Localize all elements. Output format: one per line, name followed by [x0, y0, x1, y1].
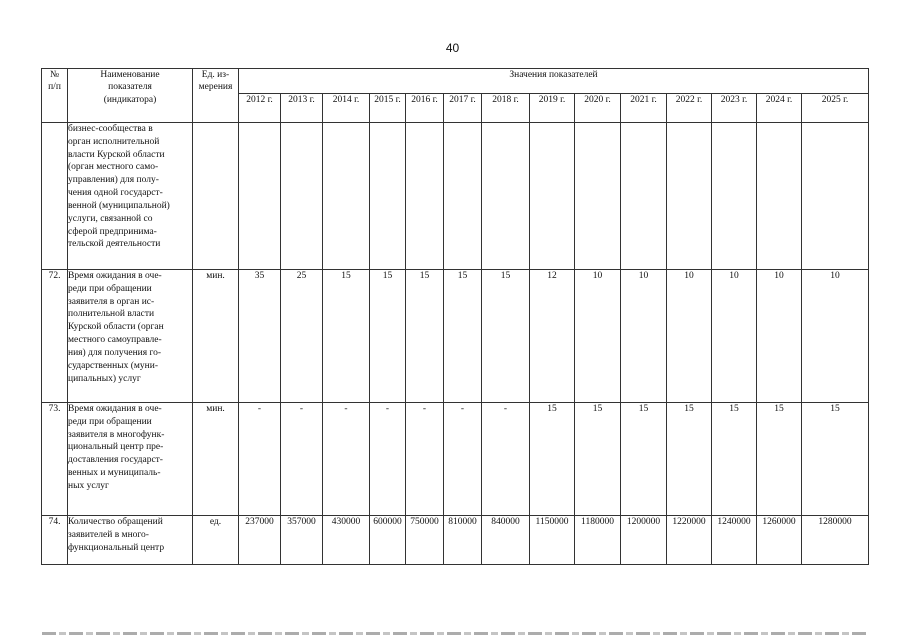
indicator-value: 1240000: [712, 516, 757, 565]
indicator-unit: ед.: [193, 516, 239, 565]
indicator-value: 15: [575, 403, 621, 516]
indicator-value: -: [239, 403, 281, 516]
indicator-value: -: [281, 403, 323, 516]
header-year: 2018 г.: [482, 94, 530, 123]
header-number: № п/п: [42, 69, 68, 123]
indicator-value: [621, 123, 667, 270]
header-indicator-name: Наименование показателя (индикатора): [68, 69, 193, 123]
indicator-value: -: [406, 403, 444, 516]
indicator-value: 430000: [323, 516, 370, 565]
indicator-value: 600000: [370, 516, 406, 565]
row-number: 73.: [42, 403, 68, 516]
indicator-name: бизнес-сообщества в орган исполнительной власти Курской области (орган местного само- управления) для полу- чения одной государст- венной (муниципальной) услуги, связанной со сферой предпринима- тельской деятельности: [68, 123, 193, 270]
row-number: 72.: [42, 270, 68, 403]
indicator-value: 1280000: [802, 516, 869, 565]
header-year: 2020 г.: [575, 94, 621, 123]
header-year: 2024 г.: [757, 94, 802, 123]
indicator-value: 15: [406, 270, 444, 403]
indicator-value: 750000: [406, 516, 444, 565]
header-year: 2025 г.: [802, 94, 869, 123]
indicator-value: -: [370, 403, 406, 516]
row-number: [42, 123, 68, 270]
indicator-value: 10: [667, 270, 712, 403]
indicator-value: 15: [802, 403, 869, 516]
indicator-value: [530, 123, 575, 270]
indicator-value: 1260000: [757, 516, 802, 565]
row-number: 74.: [42, 516, 68, 565]
indicator-value: 15: [712, 403, 757, 516]
indicator-value: [575, 123, 621, 270]
indicator-value: 15: [621, 403, 667, 516]
header-year: 2023 г.: [712, 94, 757, 123]
indicator-value: 15: [444, 270, 482, 403]
indicator-value: 15: [323, 270, 370, 403]
indicator-value: 15: [482, 270, 530, 403]
indicator-value: [281, 123, 323, 270]
header-year: 2013 г.: [281, 94, 323, 123]
header-values: Значения показателей: [239, 69, 869, 94]
indicator-value: 1220000: [667, 516, 712, 565]
header-year: 2014 г.: [323, 94, 370, 123]
header-unit: Ед. из- мерения: [193, 69, 239, 123]
indicator-value: 10: [575, 270, 621, 403]
indicator-value: [444, 123, 482, 270]
table-row: [42, 403, 869, 516]
header-year: 2012 г.: [239, 94, 281, 123]
table-body: [42, 123, 869, 565]
indicator-value: 10: [802, 270, 869, 403]
indicators-table: [41, 68, 869, 565]
indicator-value: -: [323, 403, 370, 516]
indicator-name: Время ожидания в оче- реди при обращении заявителя в многофунк- циональный центр пре- доставления государст- венных и муниципаль- ных услуг: [68, 403, 193, 516]
indicator-unit: [193, 123, 239, 270]
table-row: [42, 270, 869, 403]
table-row: [42, 516, 869, 565]
header-year: 2015 г.: [370, 94, 406, 123]
indicator-name: Время ожидания в оче- реди при обращении заявителя в орган ис- полнительной власти Курской области (орган местного самоуправле- ния) для получения го- сударственных (муни- ципальных) услуг: [68, 270, 193, 403]
indicator-value: 10: [757, 270, 802, 403]
indicator-value: [370, 123, 406, 270]
indicator-value: [239, 123, 281, 270]
indicator-value: [712, 123, 757, 270]
indicator-unit: мин.: [193, 403, 239, 516]
indicator-value: [802, 123, 869, 270]
table-row: [42, 123, 869, 270]
indicator-value: [667, 123, 712, 270]
indicator-value: 15: [757, 403, 802, 516]
indicator-value: 1180000: [575, 516, 621, 565]
page-bottom-scan-line: [42, 632, 868, 635]
indicator-value: 357000: [281, 516, 323, 565]
indicator-value: 35: [239, 270, 281, 403]
indicator-value: 10: [621, 270, 667, 403]
header-year: 2019 г.: [530, 94, 575, 123]
header-year: 2022 г.: [667, 94, 712, 123]
indicator-value: 1150000: [530, 516, 575, 565]
indicator-value: -: [444, 403, 482, 516]
indicator-value: 10: [712, 270, 757, 403]
indicator-value: [323, 123, 370, 270]
indicator-value: 15: [370, 270, 406, 403]
indicator-value: 810000: [444, 516, 482, 565]
indicator-value: 1200000: [621, 516, 667, 565]
indicator-value: 15: [667, 403, 712, 516]
header-year: 2016 г.: [406, 94, 444, 123]
indicator-value: 840000: [482, 516, 530, 565]
indicator-value: [482, 123, 530, 270]
indicator-value: -: [482, 403, 530, 516]
indicator-value: 15: [530, 403, 575, 516]
page-number: 40: [445, 41, 460, 55]
header-year: 2017 г.: [444, 94, 482, 123]
indicator-name: Количество обращений заявителей в много- функциональный центр: [68, 516, 193, 565]
indicator-unit: мин.: [193, 270, 239, 403]
header-year: 2021 г.: [621, 94, 667, 123]
indicator-value: 25: [281, 270, 323, 403]
indicator-value: 12: [530, 270, 575, 403]
indicator-value: [406, 123, 444, 270]
indicator-value: 237000: [239, 516, 281, 565]
indicator-value: [757, 123, 802, 270]
